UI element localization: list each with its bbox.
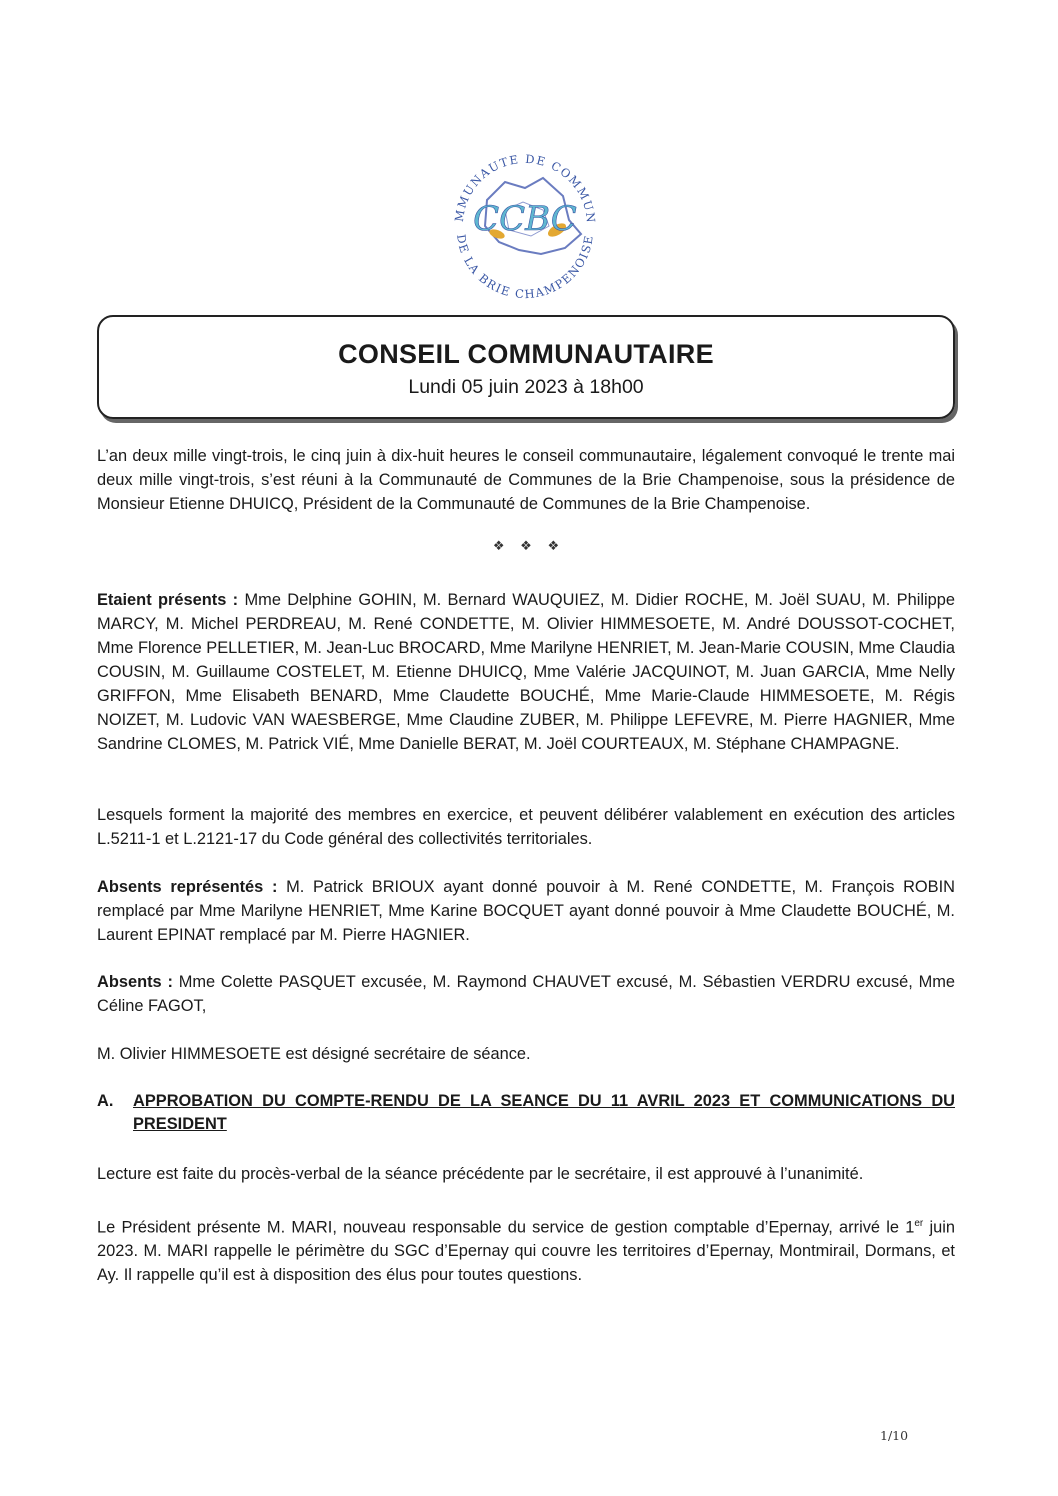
absents-label: Absents : — [97, 973, 173, 991]
absents-list: Mme Colette PASQUET excusée, M. Raymond CHAUVET excusé, M. Sébastien VERDRU excusé, Mme Céline FAGOT, — [97, 973, 955, 1015]
presents-paragraph — [97, 588, 955, 756]
page-title: CONSEIL COMMUNAUTAIRE — [338, 339, 714, 369]
president-paragraph — [97, 1212, 955, 1287]
logo-ring-bottom-text: DE LA BRIE CHAMPENOISE — [454, 233, 596, 300]
logo-monogram: CCBC — [473, 199, 577, 239]
ordinal-superscript: er — [914, 1218, 924, 1229]
presents-label: Etaient présents : — [97, 591, 239, 609]
presents-list: Mme Delphine GOHIN, M. Bernard WAUQUIEZ, M. Didier ROCHE, M. Joël SUAU, M. Philippe MARCY, M. Michel PERDREAU, M. René CONDETTE, M. Olivier HIMMESOETE, M. André DOUSSOT-COCHET, Mme Florence PELLETIER, M. Jean-Luc BROCARD, Mme Marilyne HENRIET, M. Jean-Marie COUSIN, Mme Claudia COUSIN, M. Guillaume COSTELET, M. Etienne DHUICQ, Mme Valérie JACQUINOT, M. Juan GARCIA, Mme Nelly GRIFFON, Mme Elisabeth BENARD, Mme Claudette BOUCHÉ, Mme Marie-Claude HIMMESOETE, M. Régis NOIZET, M. Ludovic VAN WAESBERGE, Mme Claudine ZUBER, M. Philippe LEFEVRE, M. Pierre HAGNIER, Mme Sandrine CLOMES, M. Patrick VIÉ, Mme Danielle BERAT, M. Joël COURTEAUX, M. Stéphane CHAMPAGNE. — [97, 591, 955, 753]
meeting-date: Lundi 05 juin 2023 à 18h00 — [408, 376, 644, 398]
svg-text:DE LA BRIE CHAMPENOISE — [454, 233, 596, 300]
section-a-title: APPROBATION DU COMPTE-RENDU DE LA SEANCE DU 11 AVRIL 2023 ET COMMUNICATIONS DU PRESIDENT — [133, 1092, 955, 1133]
president-text-start: Le Président présente M. MARI, nouveau responsable du service de gestion comptable d’Epernay, arrivé le 1 — [97, 1218, 915, 1237]
logo-ring-top-text: MMUNAUTE DE COMMUN — [451, 151, 599, 225]
page-number: 1/10 — [880, 1428, 909, 1443]
quorum-paragraph: Lesquels forment la majorité des membres en exercice, et peuvent délibérer valablement en exécution des articles L.5211-1 et L.2121-17 du Code général des collectivités territoriales. — [97, 806, 955, 848]
approval-paragraph: Lecture est faite du procès-verbal de la séance précédente par le secrétaire, il est approuvé à l’unanimité. — [97, 1165, 864, 1183]
absents-represented-list: M. Patrick BRIOUX ayant donné pouvoir à M. René CONDETTE, M. François ROBIN remplacé par Mme Marilyne HENRIET, Mme Karine BOCQUET ayant donné pouvoir à Mme Claudette BOUCHÉ, M. Laurent EPINAT remplacé par M. Pierre HAGNIER. — [97, 878, 955, 944]
ccbc-logo — [445, 130, 605, 300]
secretary-paragraph: M. Olivier HIMMESOETE est désigné secrétaire de séance. — [97, 1045, 531, 1063]
title-box — [97, 315, 955, 419]
absents-represented-paragraph — [97, 875, 955, 947]
president-text-end: juin 2023. M. MARI rappelle le périmètre du SGC d’Epernay qui couvre les territoires d’Epernay, Montmirail, Dormans, et Ay. Il rappelle qu’il est à disposition des élus pour toutes questions. — [97, 1218, 955, 1285]
absents-paragraph — [97, 970, 955, 1018]
ccbc-logo-graphic — [445, 130, 605, 300]
section-a-letter: A. — [97, 1092, 114, 1110]
intro-paragraph: L’an deux mille vingt-trois, le cinq juin à dix-huit heures le conseil communautaire, légalement convoqué le trente mai deux mille vingt-trois, s’est réuni à la Communauté de Communes de la Brie Champenoise, sous la présidence de Monsieur Etienne DHUICQ, Président de la Communauté de Communes de la Brie Champenoise. — [97, 447, 955, 513]
absents-represented-label: Absents représentés : — [97, 878, 278, 896]
separator-ornament: ❖ ❖ ❖ — [492, 538, 566, 553]
